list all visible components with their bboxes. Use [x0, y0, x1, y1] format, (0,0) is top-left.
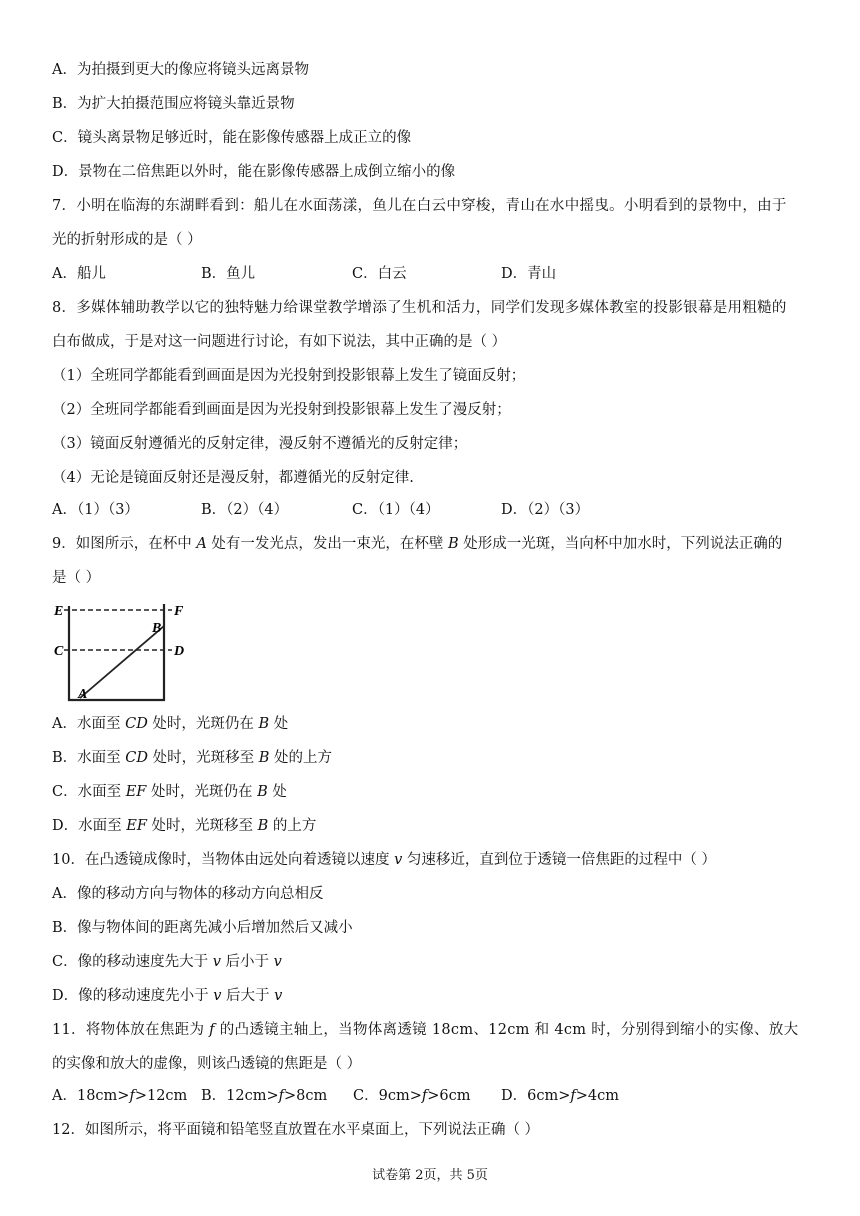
q11-option-d: D．6cm>f>4cm — [501, 1088, 619, 1104]
q10-option-d: D．像的移动速度先小于 v 后大于 v — [52, 988, 283, 1004]
q9-option-b: B．水面至 CD 处时，光斑移至 B 处的上方 — [52, 750, 332, 766]
cup-outline — [69, 604, 164, 700]
q7-option-a: A．船儿 — [52, 266, 106, 282]
q8-statement-1: （1）全班同学都能看到画面是因为光投射到投影银幕上发生了镜面反射； — [52, 368, 526, 384]
q9-point-b: B — [448, 536, 459, 552]
q6-option-a: A．为拍摄到更大的像应将镜头远离景物 — [52, 62, 309, 78]
q8-stem-line2: 白布做成，于是对这一问题进行讨论，有如下说法，其中正确的是（ ） — [52, 334, 507, 350]
label-f: F — [174, 604, 184, 619]
q11-focal-length: f — [209, 1022, 215, 1038]
q9-stem-line1: 9．如图所示，在杯中 A 处有一发光点，发出一束光，在杯壁 B 处形成一光斑，当向杯中加水时，下列说法正确的 — [52, 536, 783, 552]
q7-option-d: D．青山 — [501, 266, 557, 282]
q8-stem-line1: 8．多媒体辅助教学以它的独特魅力给课堂教学增添了生机和活力，同学们发现多媒体教室的投影银幕是用粗糙的 — [52, 300, 787, 316]
label-e: E — [54, 604, 64, 619]
q11-option-a: A．18cm>f>12cm — [52, 1088, 188, 1104]
q9-point-a: A — [196, 536, 207, 552]
q9-stem-line2: 是（ ） — [52, 570, 101, 586]
q11-stem-line2: 的实像和放大的虚像，则该凸透镜的焦距是（ ） — [52, 1056, 362, 1072]
q10-option-c: C．像的移动速度先大于 v 后小于 v — [52, 954, 282, 970]
q8-option-b: B．（2）（4） — [201, 502, 289, 518]
q10-stem: 10．在凸透镜成像时，当物体由远处向着透镜以速度 v 匀速移近，直到位于透镜一倍焦距的过程中（ ） — [52, 852, 716, 868]
label-d: D — [174, 644, 185, 659]
q9-option-a: A．水面至 CD 处时，光斑仍在 B 处 — [52, 716, 289, 732]
q8-option-a: A．（1）（3） — [52, 502, 139, 518]
page-footer: 试卷第 2页，共 5页 — [372, 1168, 488, 1183]
q8-statement-3: （3）镜面反射遵循光的反射定律，漫反射不遵循光的反射定律； — [52, 436, 468, 452]
q11-option-b: B．12cm>f>8cm — [201, 1088, 328, 1104]
q10-option-b: B．像与物体间的距离先减小后增加然后又减小 — [52, 920, 353, 936]
q10-velocity: v — [394, 852, 403, 868]
q12-stem: 12．如图所示，将平面镜和铅笔竖直放置在水平桌面上，下列说法正确（ ） — [52, 1122, 540, 1138]
q7-option-c: C．白云 — [352, 266, 407, 282]
cup-light-diagram — [52, 598, 202, 708]
q8-option-c: C．（1）（4） — [352, 502, 440, 518]
light-ray — [80, 626, 164, 698]
q7-stem-line1: 7．小明在临海的东湖畔看到：船儿在水面荡漾，鱼儿在白云中穿梭，青山在水中摇曳。小明看到的景物中，由于 — [52, 198, 787, 214]
q8-statement-2: （2）全班同学都能看到画面是因为光投射到投影银幕上发生了漫反射； — [52, 402, 511, 418]
q7-option-b: B．鱼儿 — [201, 266, 256, 282]
q9-option-c: C．水面至 EF 处时，光斑仍在 B 处 — [52, 784, 287, 800]
q8-statement-4: （4）无论是镜面反射还是漫反射，都遵循光的反射定律. — [52, 470, 414, 486]
q7-stem-line2: 光的折射形成的是（ ） — [52, 232, 202, 248]
q11-option-c: C．9cm>f>6cm — [353, 1088, 471, 1104]
label-c: C — [54, 644, 64, 659]
q11-stem-line1: 11．将物体放在焦距为 f 的凸透镜主轴上，当物体离透镜 18cm、12cm 和 4cm 时，分别得到缩小的实像、放大 — [52, 1022, 799, 1038]
label-a: A — [78, 687, 88, 702]
q6-option-d: D．景物在二倍焦距以外时，能在影像传感器上成倒立缩小的像 — [52, 164, 456, 180]
q6-option-b: B．为扩大拍摄范围应将镜头靠近景物 — [52, 96, 295, 112]
q10-option-a: A．像的移动方向与物体的移动方向总相反 — [52, 886, 324, 902]
q6-option-c: C．镜头离景物足够近时，能在影像传感器上成正立的像 — [52, 130, 412, 146]
q9-option-d: D．水面至 EF 处时，光斑移至 B 的上方 — [52, 818, 317, 834]
label-b: B — [152, 621, 162, 636]
q8-option-d: D．（2）（3） — [501, 502, 590, 518]
